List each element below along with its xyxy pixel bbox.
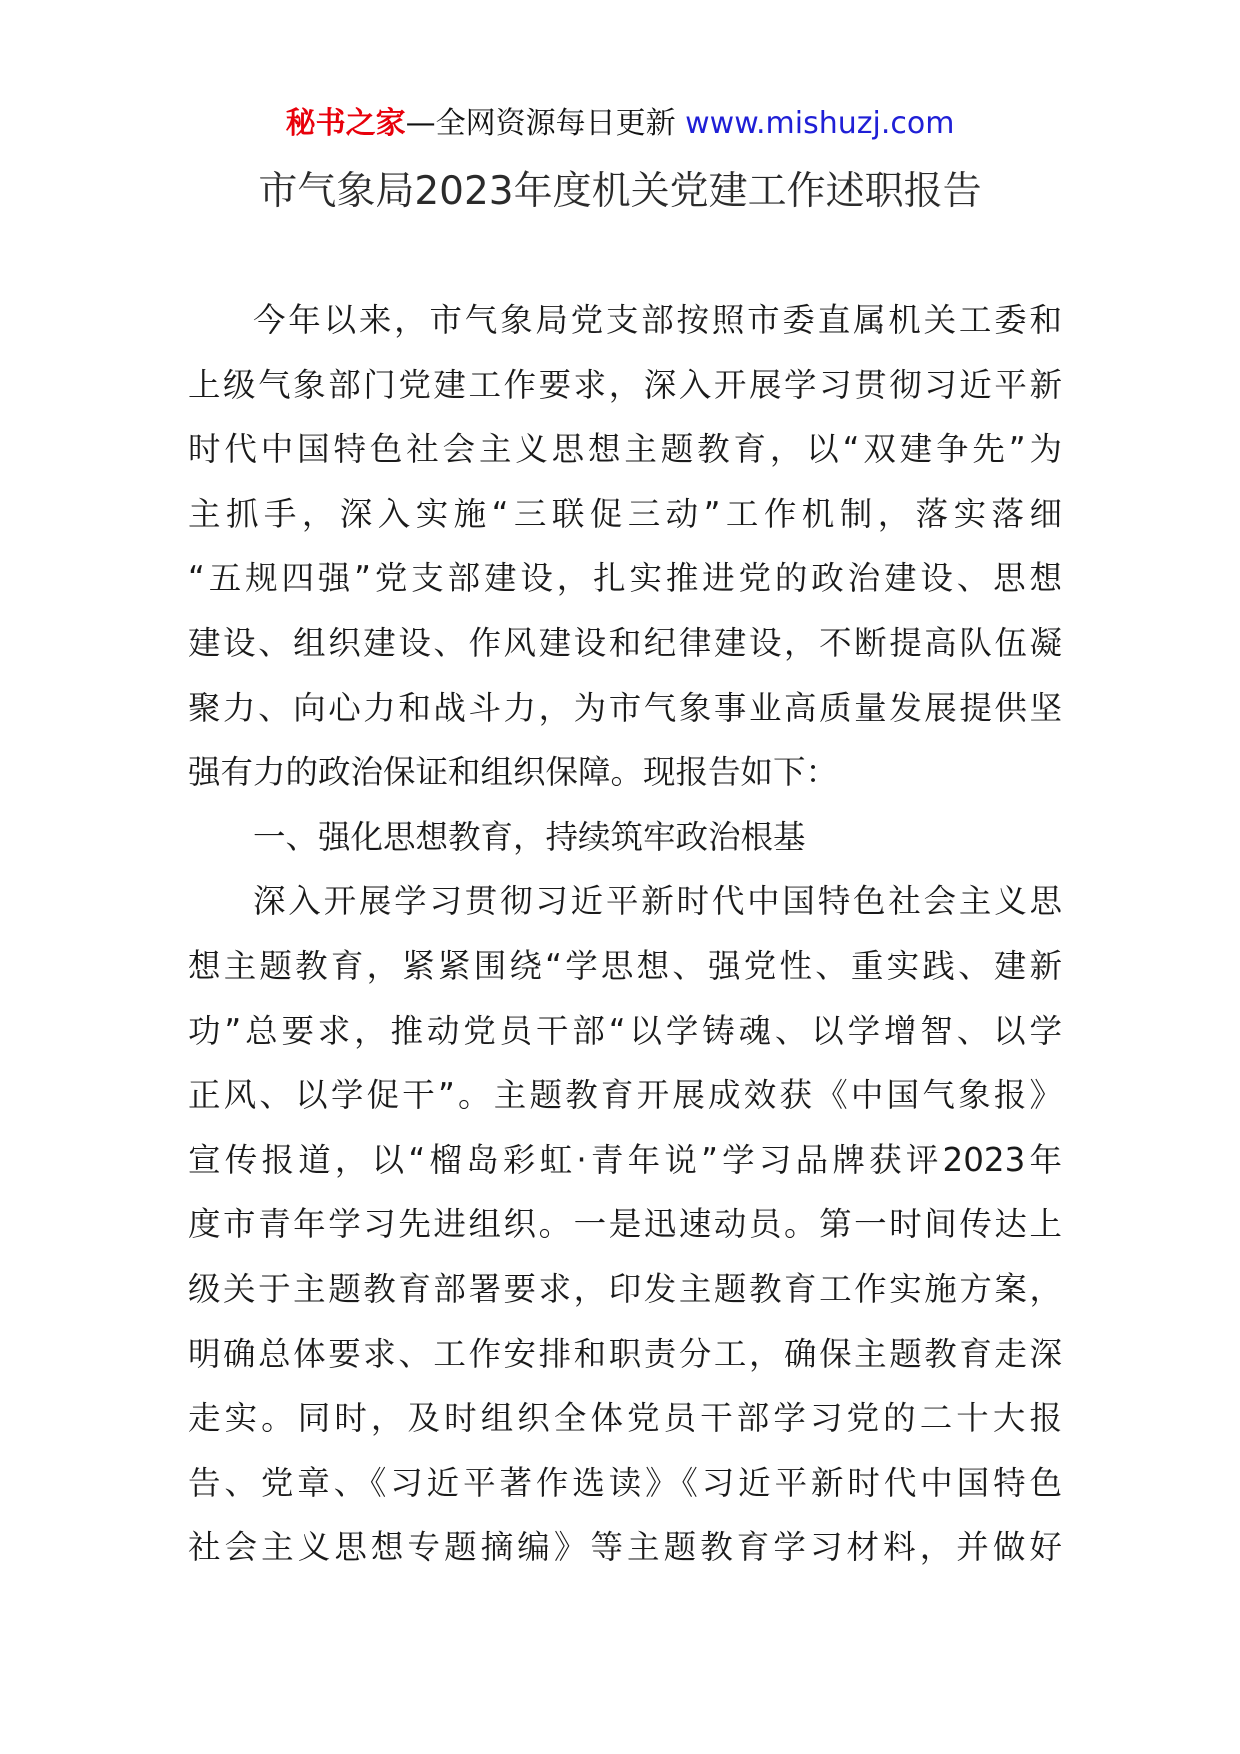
document-title: 市气象局2023年度机关党建工作述职报告 bbox=[258, 169, 982, 214]
paragraph-line: 主抓手，深入实施“三联促三动”工作机制，落实落细 bbox=[188, 494, 1062, 533]
paragraph-line: 度市青年学习先进组织。一是迅速动员。第一时间传达上 bbox=[188, 1205, 1062, 1244]
paragraph-line: 宣传报道，以“榴岛彩虹·青年说”学习品牌获评2023年 bbox=[188, 1140, 1062, 1179]
paragraph-line: 建设、组织建设、作风建设和纪律建设，不断提高队伍凝 bbox=[188, 623, 1062, 662]
paragraph-line: 今年以来，市气象局党支部按照市委直属机关工委和 bbox=[253, 301, 1062, 339]
paragraph-line: 时代中国特色社会主义思想主题教育，以“双建争先”为 bbox=[188, 430, 1062, 469]
brand-name: 秘书之家 bbox=[285, 106, 406, 141]
paragraph-line: 社会主义思想专题摘编》等主题教育学习材料，并做好 bbox=[188, 1528, 1062, 1567]
paragraph-line: 深入开展学习贯彻习近平新时代中国特色社会主义思 bbox=[253, 882, 1062, 921]
paragraph-line: 级关于主题教育部署要求，印发主题教育工作实施方案， bbox=[188, 1269, 1062, 1308]
paragraph-line: 走实。同时，及时组织全体党员干部学习党的二十大报 bbox=[188, 1399, 1062, 1438]
paragraph-line: 正风、以学促干”。主题教育开展成效获《中国气象报》 bbox=[188, 1076, 1062, 1115]
paragraph-line: 强有力的政治保证和组织保障。现报告如下： bbox=[188, 753, 839, 792]
site-header bbox=[0, 100, 1240, 148]
paragraph-line: 聚力、向心力和战斗力，为市气象事业高质量发展提供坚 bbox=[188, 688, 1062, 727]
section-heading: 一、强化思想教育，持续筑牢政治根基 bbox=[253, 817, 806, 856]
paragraph-line: 明确总体要求、工作安排和职责分工，确保主题教育走深 bbox=[188, 1334, 1062, 1373]
header-tagline: —全网资源每日更新 bbox=[405, 106, 676, 141]
paragraph-line: 上级气象部门党建工作要求，深入开展学习贯彻习近平新 bbox=[188, 365, 1062, 404]
paragraph-line: 功”总要求，推动党员干部“以学铸魂、以学增智、以学 bbox=[188, 1011, 1062, 1050]
paragraph-line: 想主题教育，紧紧围绕“学思想、强党性、重实践、建新 bbox=[188, 946, 1062, 985]
paragraph-line: “五规四强”党支部建设，扎实推进党的政治建设、思想 bbox=[188, 559, 1062, 598]
paragraph-line: 告、党章、《习近平著作选读》《习近平新时代中国特色 bbox=[188, 1463, 1062, 1502]
site-url-link[interactable]: www.mishuzj.com bbox=[685, 106, 955, 141]
document-body bbox=[188, 288, 1062, 1580]
